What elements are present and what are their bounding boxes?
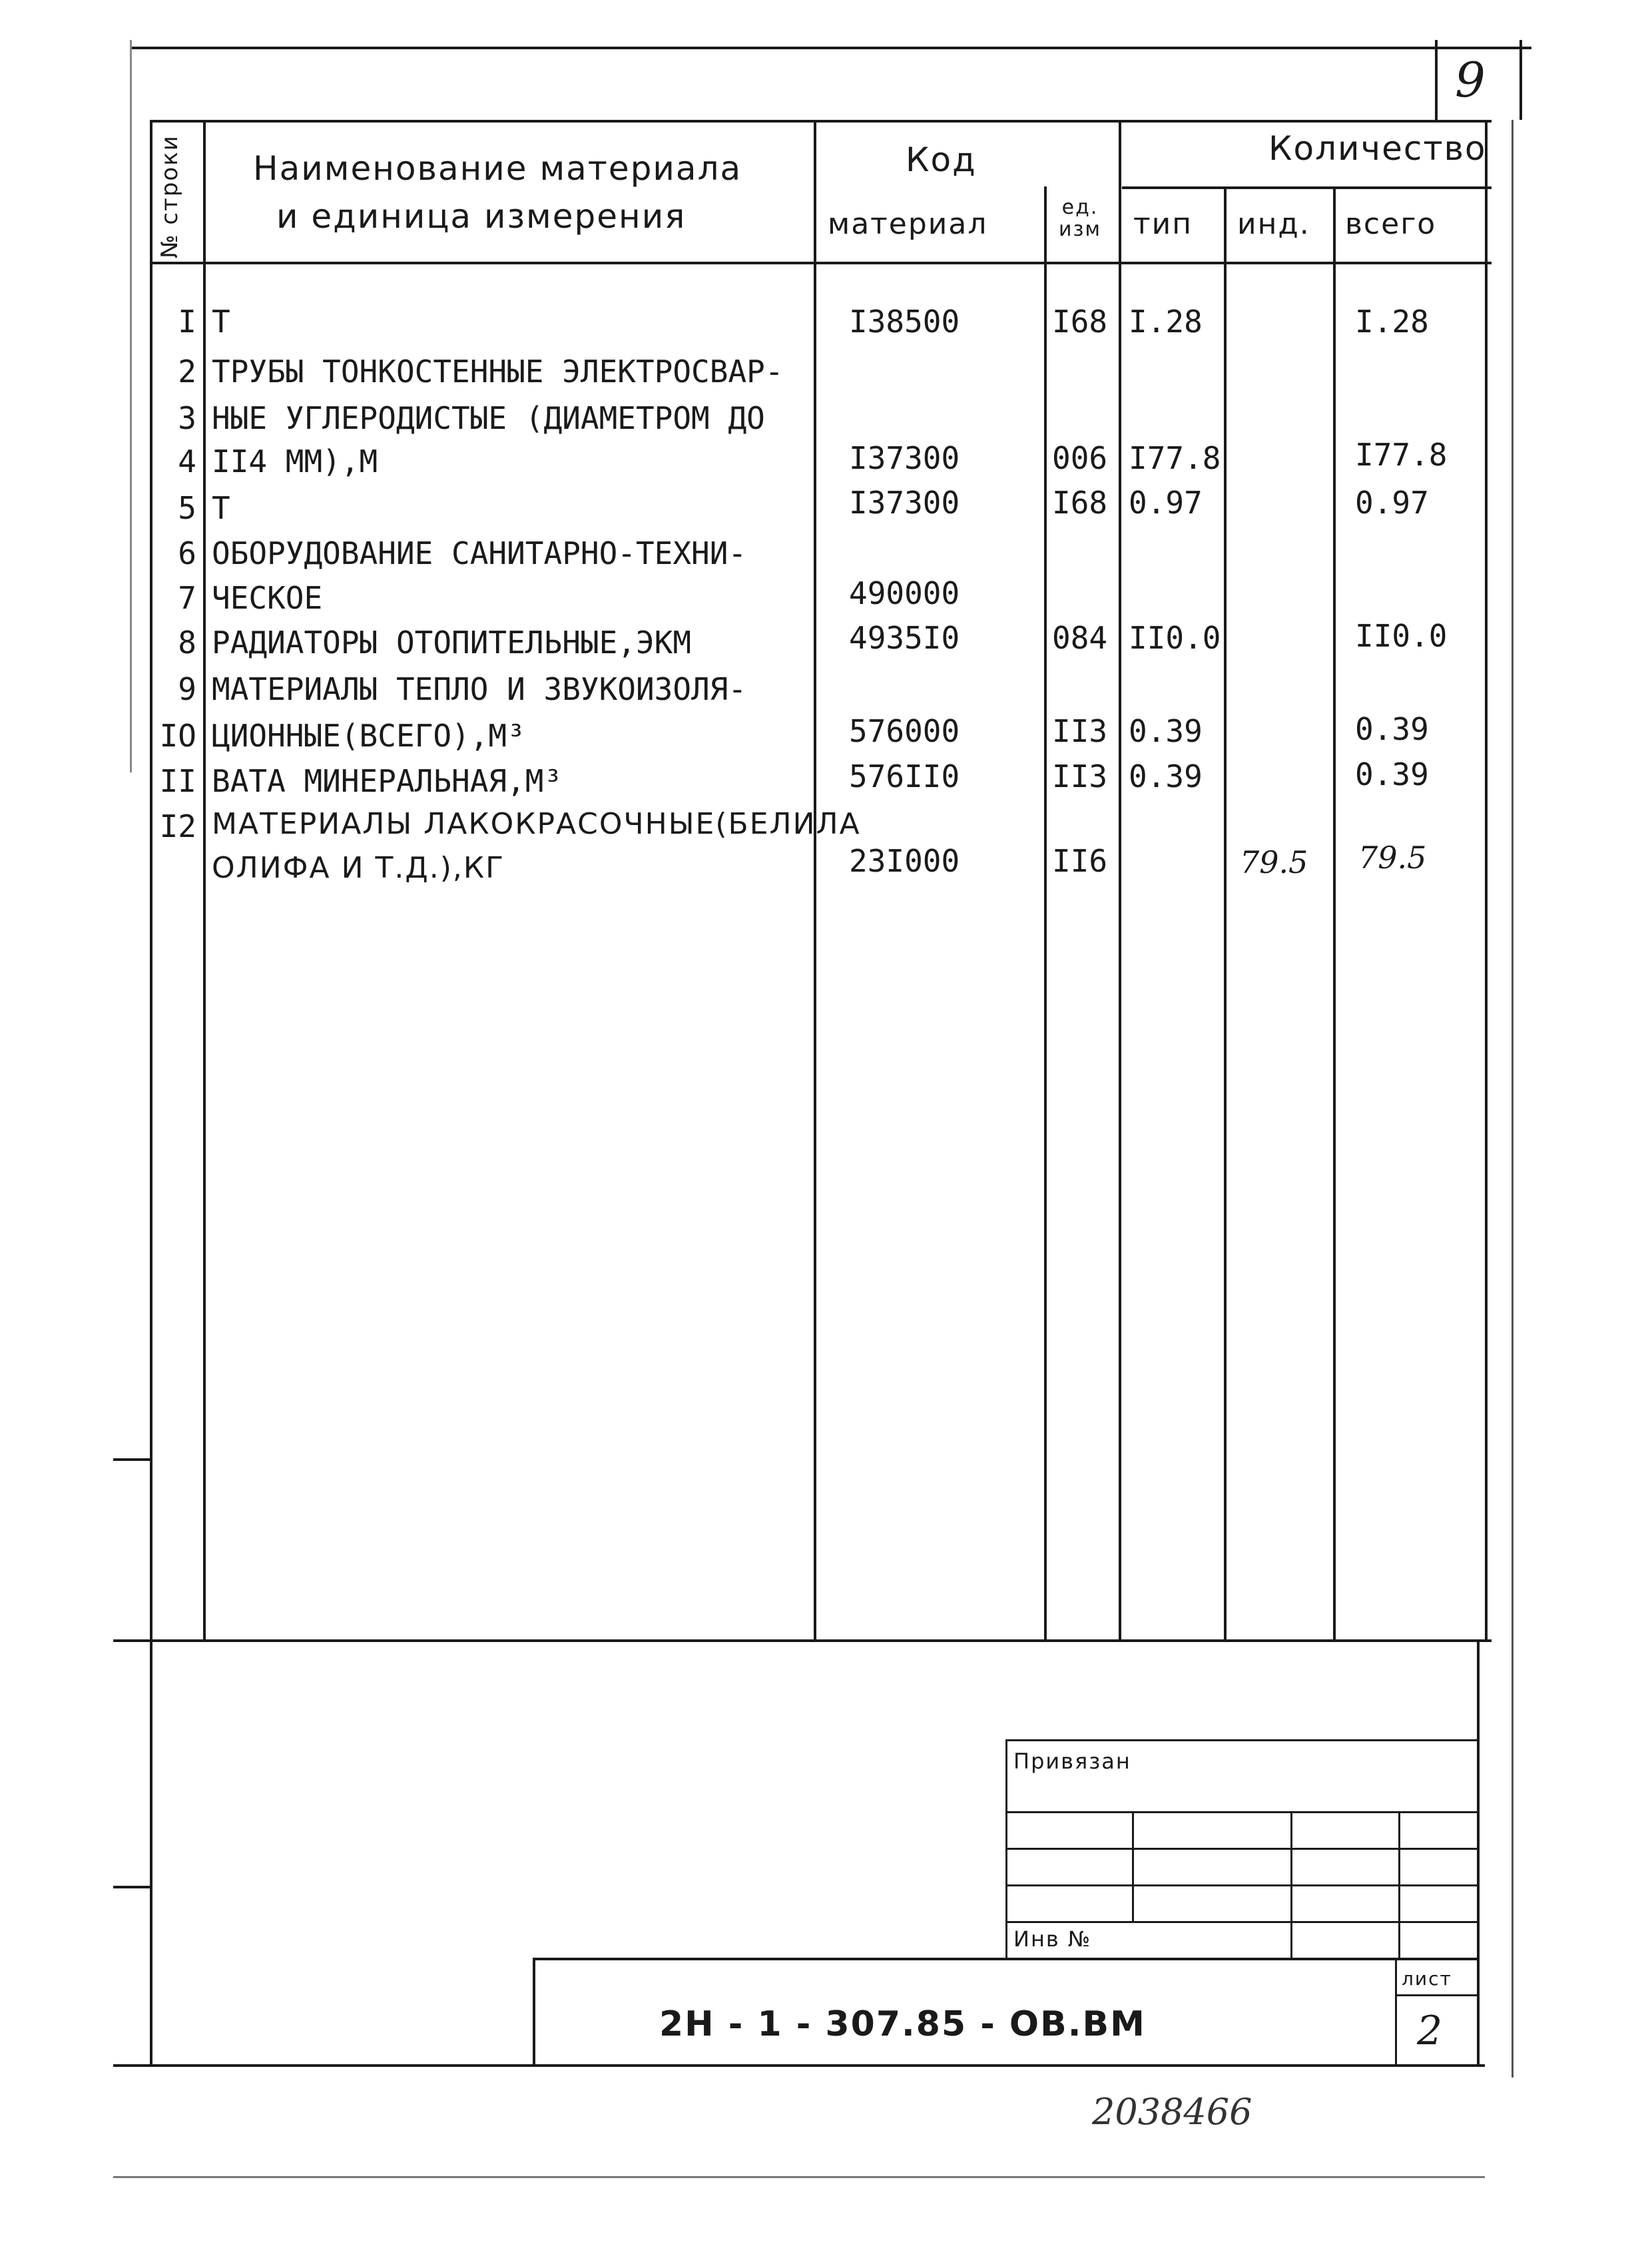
sheet-number-box-right bbox=[1519, 40, 1522, 120]
header-row-no: № строки bbox=[156, 135, 183, 258]
row-unit-code: 084 bbox=[1052, 620, 1108, 656]
row-material-code: 23I000 bbox=[849, 843, 960, 879]
row-number: I bbox=[178, 304, 196, 340]
row-qty-total: 0.39 bbox=[1355, 756, 1429, 792]
row-name: Т bbox=[212, 304, 230, 340]
row-name: ОБОРУДОВАНИЕ САНИТАРНО-ТЕХНИ- bbox=[212, 535, 747, 571]
row-name: Т bbox=[212, 490, 230, 526]
row-name: МАТЕРИАЛЫ ЛАКОКРАСОЧНЫЕ(БЕЛИЛА bbox=[212, 807, 861, 841]
row-name: НЫЕ УГЛЕРОДИСТЫЕ (ДИАМЕТРОМ ДО bbox=[212, 400, 765, 436]
row-material-code: 576000 bbox=[849, 713, 960, 749]
row-number: II bbox=[159, 763, 196, 799]
header-name-line1: Наименование материала bbox=[253, 149, 742, 188]
row-material-code: 4935I0 bbox=[849, 620, 960, 656]
row-qty-type: II0.0 bbox=[1129, 620, 1221, 656]
row-qty-total: 0.39 bbox=[1355, 711, 1429, 747]
row-qty-total: II0.0 bbox=[1355, 618, 1448, 654]
row-qty-type: I77.8 bbox=[1129, 440, 1221, 476]
col-divider-unit bbox=[1119, 120, 1121, 1641]
table-bottom-line bbox=[113, 1639, 1492, 1642]
stamp-line bbox=[1005, 1811, 1478, 1813]
stamp-line bbox=[1005, 1884, 1478, 1886]
row-unit-code: 006 bbox=[1052, 440, 1108, 476]
row-number: I2 bbox=[159, 808, 196, 844]
row-number: 5 bbox=[178, 490, 196, 526]
header-qty-type: тип bbox=[1133, 207, 1193, 241]
row-material-code: I37300 bbox=[849, 485, 960, 521]
row-unit-code: I68 bbox=[1052, 485, 1108, 521]
archive-number: 2038466 bbox=[1092, 2091, 1252, 2133]
row-name: ЧЕСКОЕ bbox=[212, 580, 323, 616]
page-bottom-line bbox=[113, 2064, 1485, 2067]
row-qty-ind: 79.5 bbox=[1240, 844, 1308, 880]
stamp-line bbox=[1290, 1811, 1292, 1958]
stamp-line bbox=[1005, 1848, 1478, 1850]
row-name: II4 ММ),М bbox=[212, 443, 378, 479]
lower-right-border bbox=[1477, 1639, 1480, 2066]
row-number: 8 bbox=[178, 625, 196, 661]
row-number: 9 bbox=[178, 671, 196, 707]
stamp-line bbox=[1005, 1739, 1478, 1741]
list-number: 2 bbox=[1417, 2008, 1443, 2054]
document-code: 2Н - 1 - 307.85 - ОВ.ВМ bbox=[659, 2004, 1146, 2044]
header-code-material: материал bbox=[828, 207, 988, 241]
title-block-left bbox=[533, 1958, 535, 2066]
stamp-inv-no: Инв № bbox=[1013, 1926, 1092, 1952]
row-unit-code: II3 bbox=[1052, 713, 1108, 749]
stamp-line bbox=[1005, 1921, 1478, 1923]
row-material-code: 490000 bbox=[849, 575, 960, 611]
right-margin-line bbox=[1512, 120, 1514, 2078]
row-qty-type: 0.97 bbox=[1129, 485, 1203, 521]
title-block-top bbox=[533, 1958, 1478, 1960]
list-box-left bbox=[1395, 1958, 1397, 2066]
row-qty-total: 79.5 bbox=[1358, 840, 1427, 876]
stamp-privyazan: Привязан bbox=[1013, 1749, 1131, 1774]
row-number: 4 bbox=[178, 443, 196, 479]
header-bottom-line bbox=[150, 262, 1492, 264]
sheet-number: 9 bbox=[1455, 52, 1486, 108]
row-qty-total: 0.97 bbox=[1355, 485, 1429, 521]
row-qty-total: I77.8 bbox=[1355, 437, 1448, 473]
col-divider-material bbox=[1044, 186, 1047, 1641]
row-qty-total: I.28 bbox=[1355, 304, 1429, 340]
margin-tick bbox=[113, 1458, 150, 1461]
row-name: ОЛИФА И Т.Д.),КГ bbox=[212, 851, 505, 885]
stamp-line bbox=[1132, 1811, 1134, 1921]
row-name: ВАТА МИНЕРАЛЬНАЯ,М³ bbox=[212, 763, 563, 799]
row-qty-type: I.28 bbox=[1129, 304, 1203, 340]
row-unit-code: I68 bbox=[1052, 304, 1108, 340]
table-left-border bbox=[150, 120, 152, 1641]
col-divider-rowno bbox=[203, 120, 206, 1641]
row-qty-type: 0.39 bbox=[1129, 758, 1203, 794]
row-material-code: I37300 bbox=[849, 440, 960, 476]
list-label: лист bbox=[1402, 1968, 1452, 1990]
row-name: ЦИОННЫЕ(ВСЕГО),М³ bbox=[212, 718, 525, 754]
left-margin-line bbox=[130, 40, 132, 772]
scan-edge-line bbox=[113, 2176, 1485, 2178]
row-number: IO bbox=[159, 718, 196, 754]
row-number: 6 bbox=[178, 535, 196, 571]
list-box-divider bbox=[1395, 1994, 1478, 1996]
row-number: 2 bbox=[178, 354, 196, 390]
margin-tick bbox=[113, 1886, 150, 1888]
row-material-code: 576II0 bbox=[849, 758, 960, 794]
header-code: Код bbox=[906, 140, 977, 179]
col-divider-type bbox=[1224, 186, 1227, 1641]
col-divider-ind bbox=[1333, 186, 1336, 1641]
row-name: МАТЕРИАЛЫ ТЕПЛО И ЗВУКОИЗОЛЯ- bbox=[212, 671, 747, 707]
lower-left-border bbox=[150, 1639, 152, 2066]
top-border-line bbox=[130, 47, 1531, 49]
row-name: ТРУБЫ ТОНКОСТЕННЫЕ ЭЛЕКТРОСВАР- bbox=[212, 354, 784, 390]
header-quantity: Количество bbox=[1268, 129, 1487, 168]
row-name: РАДИАТОРЫ ОТОПИТЕЛЬНЫЕ,ЭКМ bbox=[212, 625, 692, 661]
row-number: 3 bbox=[178, 400, 196, 436]
row-qty-type: 0.39 bbox=[1129, 713, 1203, 749]
row-material-code: I38500 bbox=[849, 304, 960, 340]
header-code-unit: ед. изм bbox=[1058, 196, 1102, 241]
sheet-number-box-left bbox=[1435, 40, 1438, 120]
stamp-line bbox=[1398, 1811, 1400, 1958]
row-unit-code: II6 bbox=[1052, 843, 1108, 879]
header-qty-ind: инд. bbox=[1237, 207, 1310, 241]
table-right-border bbox=[1485, 120, 1488, 1641]
row-unit-code: II3 bbox=[1052, 758, 1108, 794]
header-name-line2: и единица измерения bbox=[276, 197, 687, 236]
table-top-line bbox=[150, 120, 1492, 123]
header-qty-total: всего bbox=[1345, 207, 1437, 241]
header-mid-line bbox=[1122, 186, 1492, 189]
row-number: 7 bbox=[178, 580, 196, 616]
col-divider-name bbox=[814, 120, 816, 1641]
